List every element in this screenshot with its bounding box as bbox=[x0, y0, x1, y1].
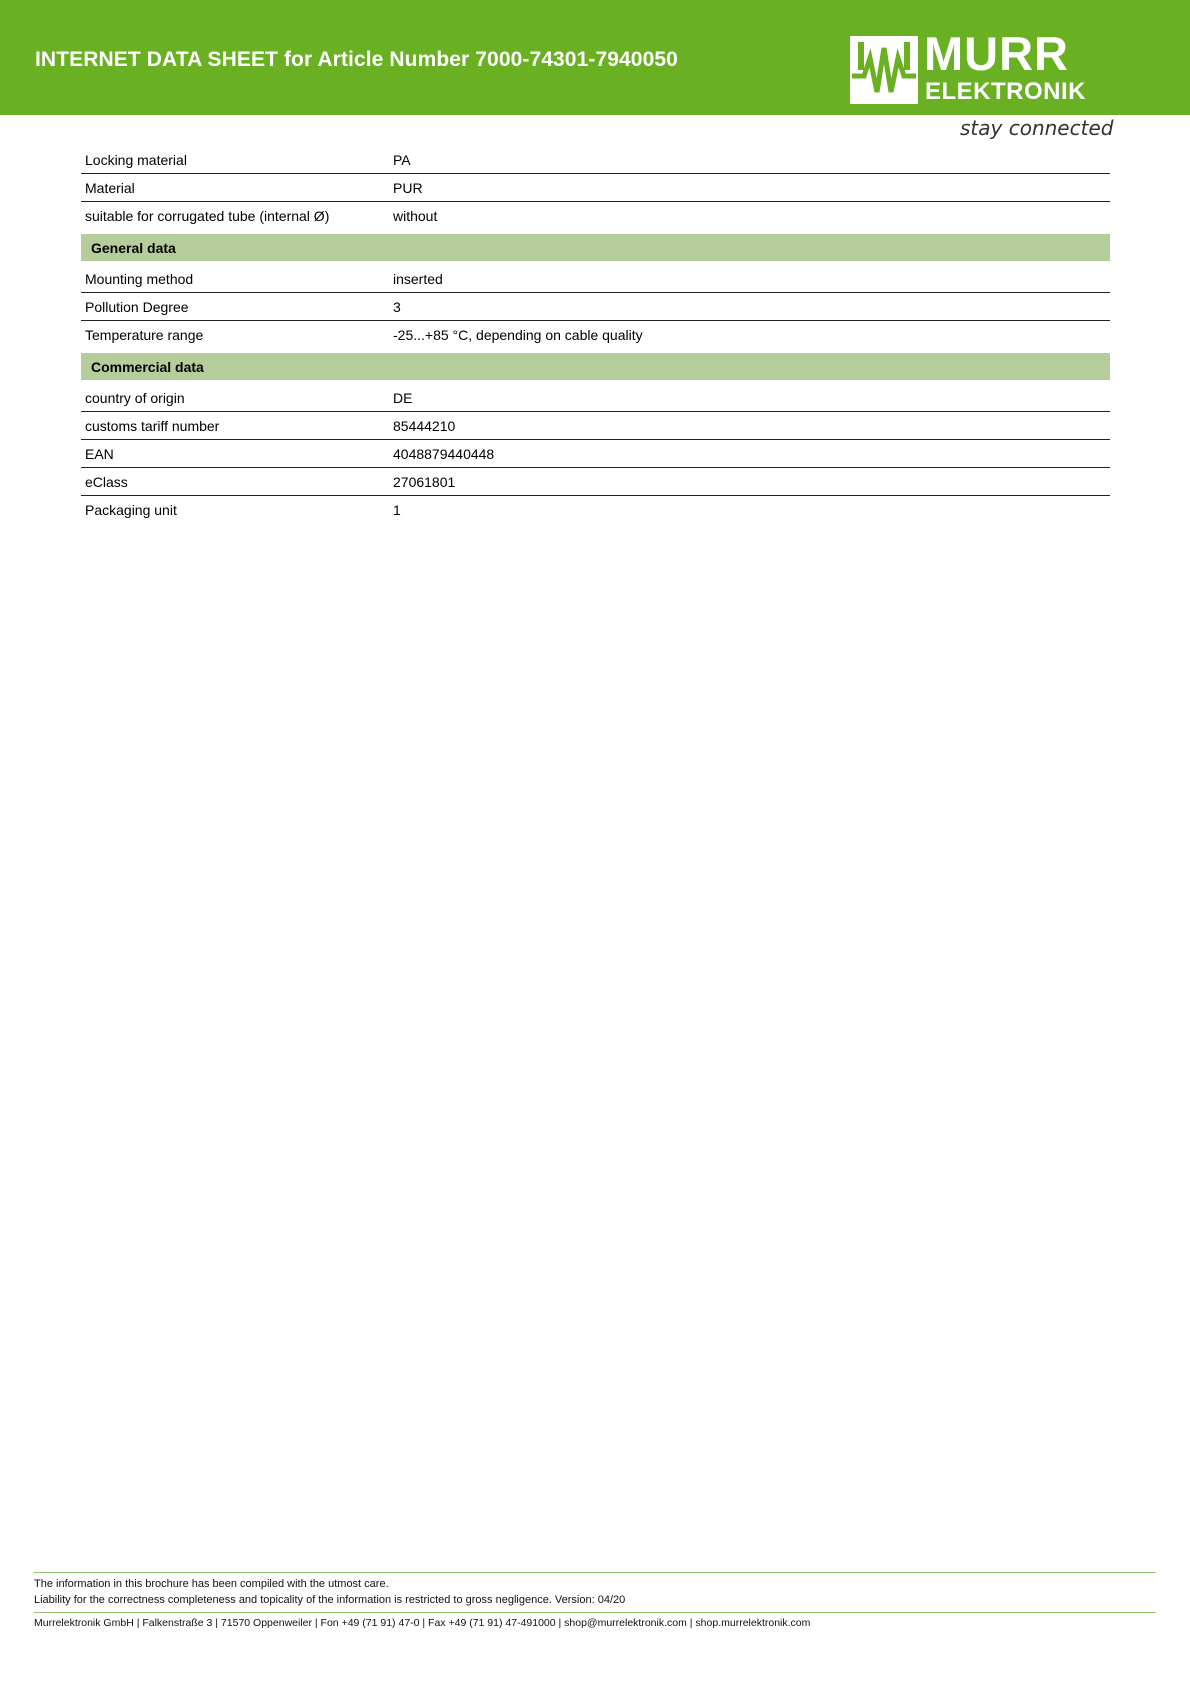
section-title: Commercial data bbox=[91, 359, 204, 375]
section-header-general bbox=[81, 234, 1110, 261]
table-row bbox=[81, 202, 1110, 230]
row-value: 4048879440448 bbox=[393, 446, 495, 462]
row-label: suitable for corrugated tube (internal Ø) bbox=[85, 208, 330, 224]
table-row bbox=[81, 384, 1110, 412]
row-value: without bbox=[393, 208, 438, 224]
footer-divider-bottom bbox=[34, 1612, 1156, 1613]
row-value: PA bbox=[393, 152, 411, 168]
logo-brand-bottom: ELEKTRONIK bbox=[925, 78, 1086, 105]
footer-divider-top bbox=[34, 1572, 1156, 1573]
murr-logo-mark-icon bbox=[850, 36, 918, 104]
logo-brand-top: MURR bbox=[924, 27, 1069, 80]
table-row bbox=[81, 265, 1110, 293]
table-row bbox=[81, 146, 1110, 174]
table-row bbox=[81, 321, 1110, 349]
row-value: -25...+85 °C, depending on cable quality bbox=[393, 327, 643, 343]
footer-disclaimer-line-2: Liability for the correctness completeness and topicality of the information is restricted to gross negligence. Version: 04/20 bbox=[34, 1594, 626, 1606]
section-header-commercial bbox=[81, 353, 1110, 380]
row-value: 85444210 bbox=[393, 418, 456, 434]
footer-disclaimer-line-1: The information in this brochure has been compiled with the utmost care. bbox=[34, 1578, 389, 1590]
row-value: DE bbox=[393, 390, 413, 406]
row-value: 27061801 bbox=[393, 474, 456, 490]
row-value: 1 bbox=[393, 502, 401, 518]
spec-table bbox=[81, 146, 1110, 524]
table-row bbox=[81, 496, 1110, 524]
table-row bbox=[81, 412, 1110, 440]
section-title: General data bbox=[91, 240, 176, 256]
row-label: Material bbox=[85, 180, 135, 196]
row-label: Locking material bbox=[85, 152, 187, 168]
row-label: Temperature range bbox=[85, 327, 204, 343]
row-label: EAN bbox=[85, 446, 114, 462]
row-label: country of origin bbox=[85, 390, 185, 406]
row-label: Packaging unit bbox=[85, 502, 177, 518]
logo-tagline: stay connected bbox=[960, 116, 1114, 140]
footer-company-contact: Murrelektronik GmbH | Falkenstraße 3 | 71570 Oppenweiler | Fon +49 (71 91) 47-0 | Fax +49 (71 91) 47-491000 | shop@murrelektronik.com | shop.murrelektronik.com bbox=[34, 1617, 811, 1629]
header-band bbox=[0, 0, 1190, 115]
row-value: 3 bbox=[393, 299, 401, 315]
table-row bbox=[81, 468, 1110, 496]
page-title: INTERNET DATA SHEET for Article Number 7000-74301-7940050 bbox=[35, 48, 678, 71]
row-label: customs tariff number bbox=[85, 418, 220, 434]
table-row bbox=[81, 440, 1110, 468]
row-value: PUR bbox=[393, 180, 423, 196]
row-label: Pollution Degree bbox=[85, 299, 189, 315]
table-row bbox=[81, 293, 1110, 321]
murr-elektronik-logo bbox=[850, 27, 1086, 106]
row-value: inserted bbox=[393, 271, 443, 287]
table-row bbox=[81, 174, 1110, 202]
row-label: Mounting method bbox=[85, 271, 194, 287]
row-label: eClass bbox=[85, 474, 128, 490]
